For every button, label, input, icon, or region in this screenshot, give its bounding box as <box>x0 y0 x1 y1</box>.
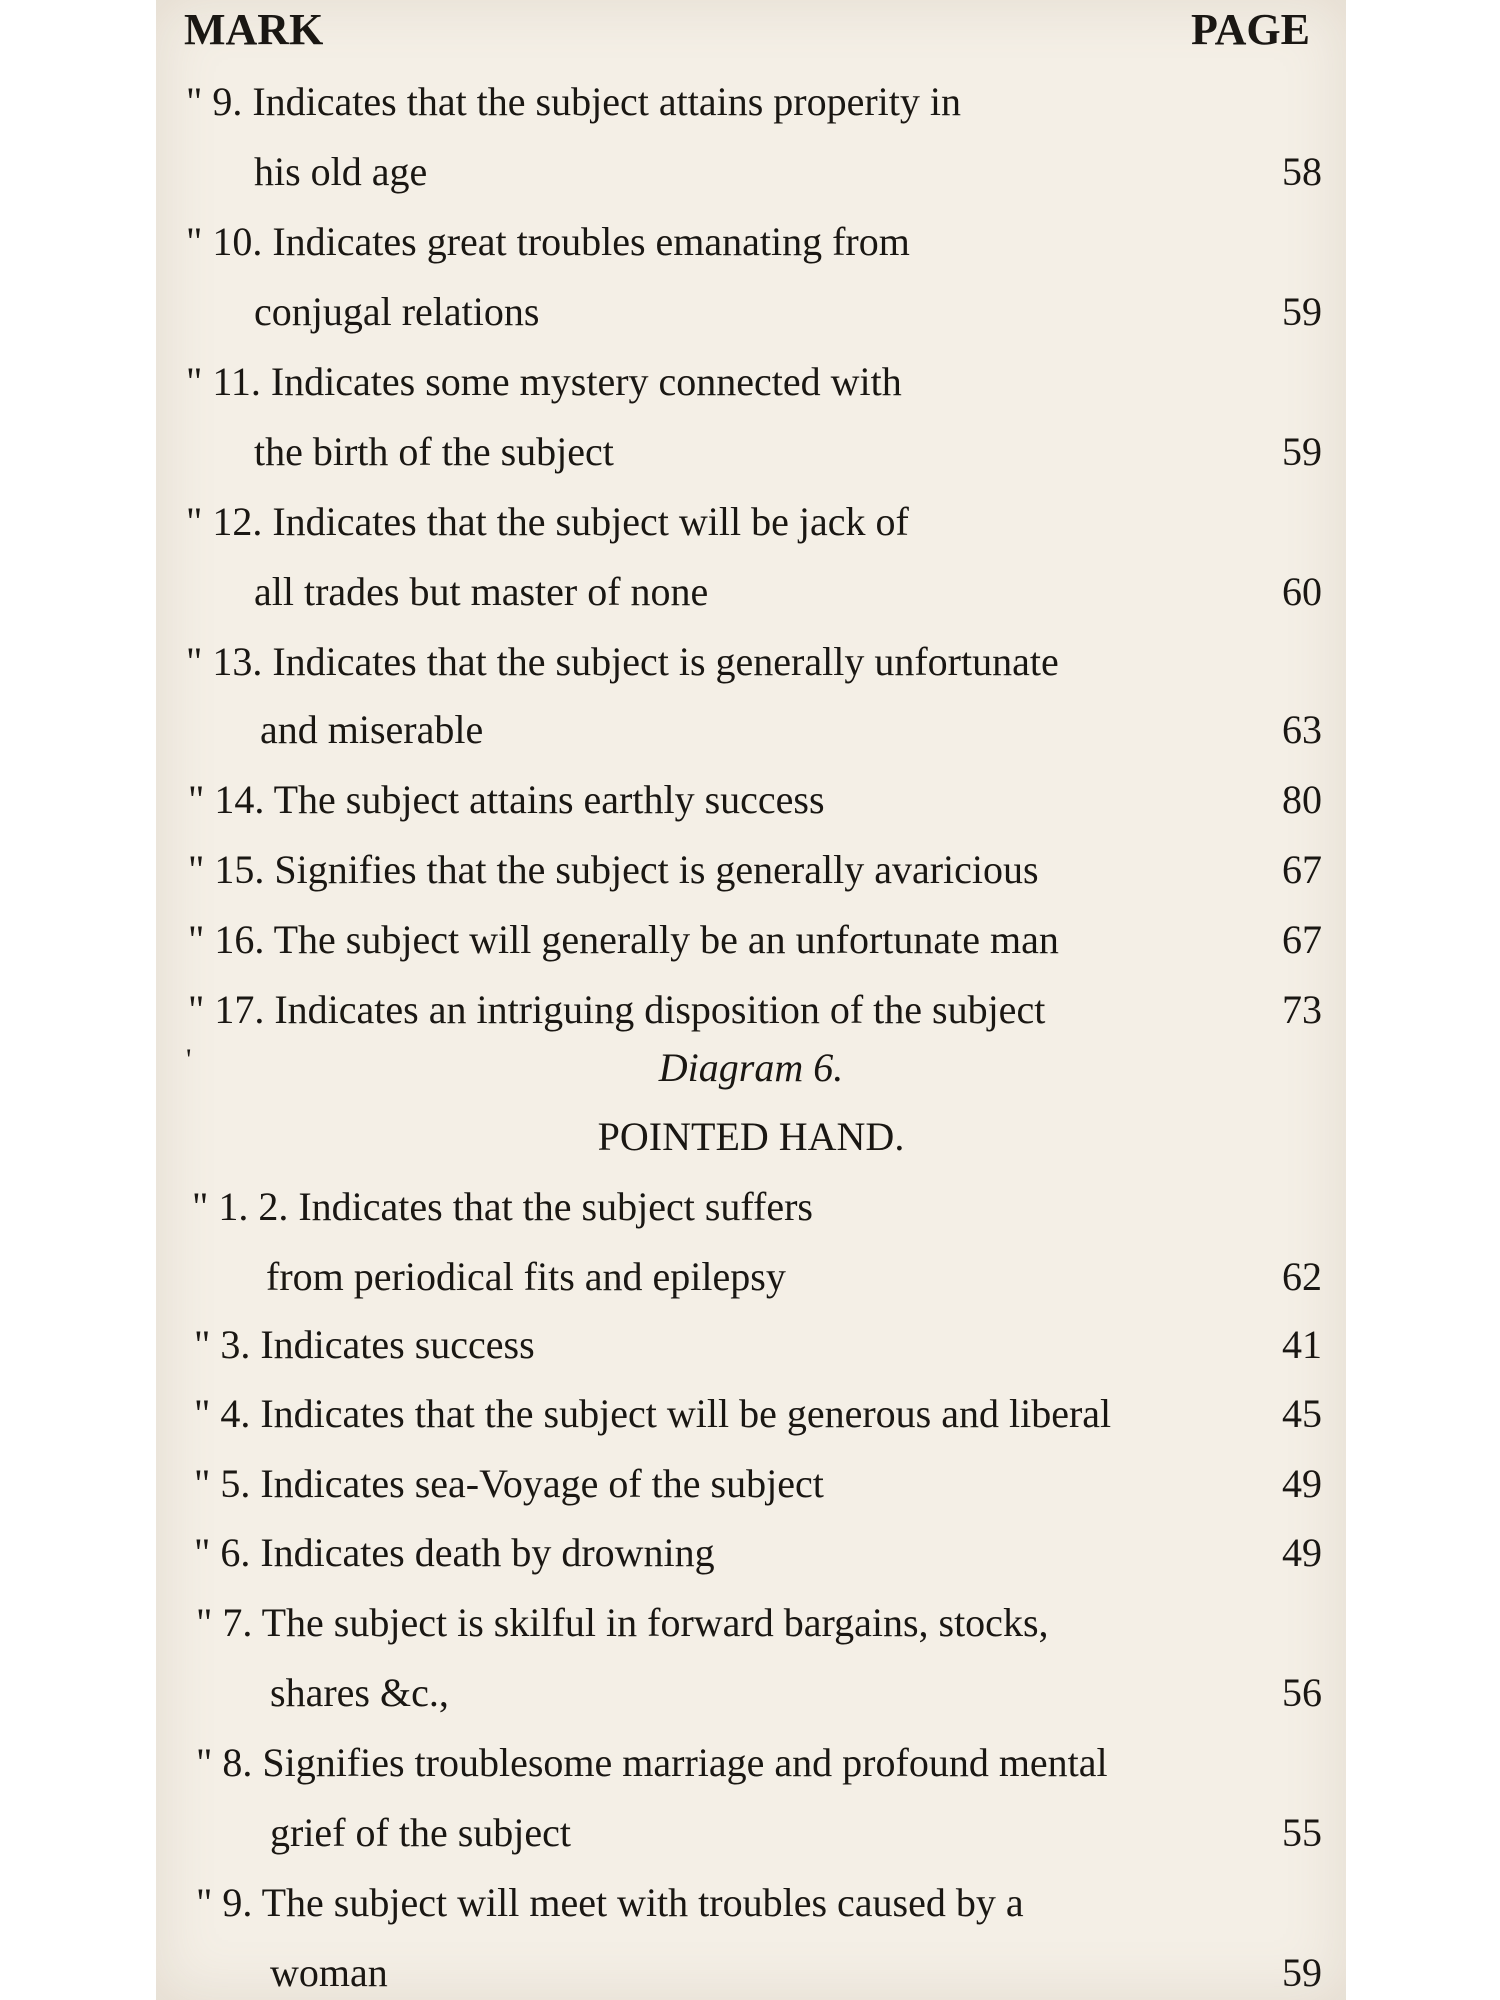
column-header-mark: MARK <box>184 5 324 54</box>
entry-page-number: 80 <box>1282 777 1322 822</box>
entry-text: Signifies troublesome marriage and profound mental <box>262 1740 1108 1785</box>
entry-page-number: 63 <box>1282 707 1322 752</box>
entry-text: Indicates that the subject will be jack of <box>272 499 909 544</box>
book-page <box>156 0 1346 2000</box>
entry-line <box>186 78 961 126</box>
entry-page-number: 59 <box>1282 289 1322 334</box>
entry-mark: " 9. <box>186 79 243 124</box>
entry-mark: " 16. <box>188 917 265 962</box>
entry-text: Indicates that the subject is generally unfortunate <box>272 639 1059 684</box>
entry-text: and miserable <box>260 707 484 752</box>
entry-text: shares &c., <box>270 1670 449 1715</box>
entry-line <box>186 498 909 546</box>
entry-line <box>196 1739 1108 1787</box>
entry-mark: " 11. <box>186 359 261 404</box>
entry-line <box>186 358 902 406</box>
entry-text: conjugal relations <box>254 289 540 334</box>
entry-line <box>188 776 825 824</box>
entry-text: woman <box>270 1950 388 1995</box>
entry-text: Indicates some mystery connected with <box>270 359 902 404</box>
diagram-heading: Diagram 6. <box>658 1045 844 1090</box>
entry-page-number: 56 <box>1282 1670 1322 1715</box>
entry-mark: " 17. <box>188 987 265 1032</box>
entry-page-number: 59 <box>1282 1950 1322 1995</box>
entry-mark: " 7. <box>196 1600 253 1645</box>
entry-line <box>196 1599 1049 1647</box>
entry-page-number: 58 <box>1282 149 1322 194</box>
entry-text: The subject attains earthly success <box>273 777 825 822</box>
entry-mark: " 3. <box>194 1322 251 1367</box>
entry-mark: " 14. <box>188 777 265 822</box>
entry-text: Indicates an intriguing disposition of the subject <box>274 987 1046 1032</box>
entry-mark: " 12. <box>186 499 263 544</box>
entry-line <box>188 846 1039 894</box>
entry-text: grief of the subject <box>270 1810 571 1855</box>
entry-text: The subject is skilful in forward bargains, stocks, <box>261 1600 1049 1645</box>
entry-text: his old age <box>254 149 428 194</box>
entry-text: Indicates sea-Voyage of the subject <box>260 1461 824 1506</box>
entry-line <box>194 1321 535 1369</box>
entry-line <box>192 1183 813 1231</box>
entry-page-number: 67 <box>1282 847 1322 892</box>
entry-text: Indicates success <box>260 1322 535 1367</box>
entry-page-number: 55 <box>1282 1810 1322 1855</box>
entry-mark: " 13. <box>186 639 263 684</box>
entry-text: the birth of the subject <box>254 429 614 474</box>
section-title: POINTED HAND. <box>597 1114 905 1159</box>
entry-text: Indicates great troubles emanating from <box>272 219 910 264</box>
entry-mark: " 6. <box>194 1530 251 1575</box>
entry-text: from periodical fits and epilepsy <box>266 1254 786 1299</box>
entry-page-number: 62 <box>1282 1254 1322 1299</box>
entry-line <box>254 568 708 616</box>
entry-page-number: 67 <box>1282 917 1322 962</box>
entry-text: Indicates that the subject will be generous and liberal <box>260 1391 1112 1436</box>
entry-page-number: 60 <box>1282 569 1322 614</box>
entry-page-number: 45 <box>1282 1391 1322 1436</box>
entry-line <box>270 1949 388 1997</box>
entry-page-number: 73 <box>1282 987 1322 1032</box>
entry-line <box>188 916 1059 964</box>
entry-text: Indicates that the subject suffers <box>298 1184 813 1229</box>
entry-line <box>270 1809 571 1857</box>
entry-line <box>186 218 910 266</box>
entry-line <box>254 288 539 336</box>
entry-text: The subject will generally be an unfortunate man <box>273 917 1059 962</box>
entry-text: all trades but master of none <box>254 569 709 614</box>
entry-line <box>196 1879 1024 1927</box>
entry-page-number: 41 <box>1282 1322 1322 1367</box>
entry-mark: " 5. <box>194 1461 251 1506</box>
entry-line <box>194 1529 715 1577</box>
entry-line <box>254 428 614 476</box>
entry-text: The subject will meet with troubles caused by a <box>261 1880 1024 1925</box>
entry-mark: " 15. <box>188 847 265 892</box>
entry-page-number: 59 <box>1282 429 1322 474</box>
entry-line <box>194 1390 1111 1438</box>
entry-line <box>266 1253 786 1301</box>
entry-page-number: 49 <box>1282 1530 1322 1575</box>
entry-text: Indicates death by drowning <box>260 1530 715 1575</box>
entry-page-number: 49 <box>1282 1461 1322 1506</box>
entry-mark: " 1. 2. <box>192 1184 289 1229</box>
entry-line <box>254 148 427 196</box>
entry-line <box>186 638 1059 686</box>
entry-line <box>260 706 483 754</box>
entry-mark: " 8. <box>196 1740 253 1785</box>
entry-mark: " 10. <box>186 219 263 264</box>
entry-text: Indicates that the subject attains properity in <box>252 79 961 124</box>
entry-mark: " 9. <box>196 1880 253 1925</box>
entry-text: Signifies that the subject is generally avaricious <box>274 847 1039 892</box>
entry-line <box>188 986 1045 1034</box>
entry-line <box>270 1669 449 1717</box>
entry-line <box>194 1460 824 1508</box>
column-header-page: PAGE <box>1191 5 1310 54</box>
stray-mark: ' <box>186 1043 192 1076</box>
entry-mark: " 4. <box>194 1391 251 1436</box>
